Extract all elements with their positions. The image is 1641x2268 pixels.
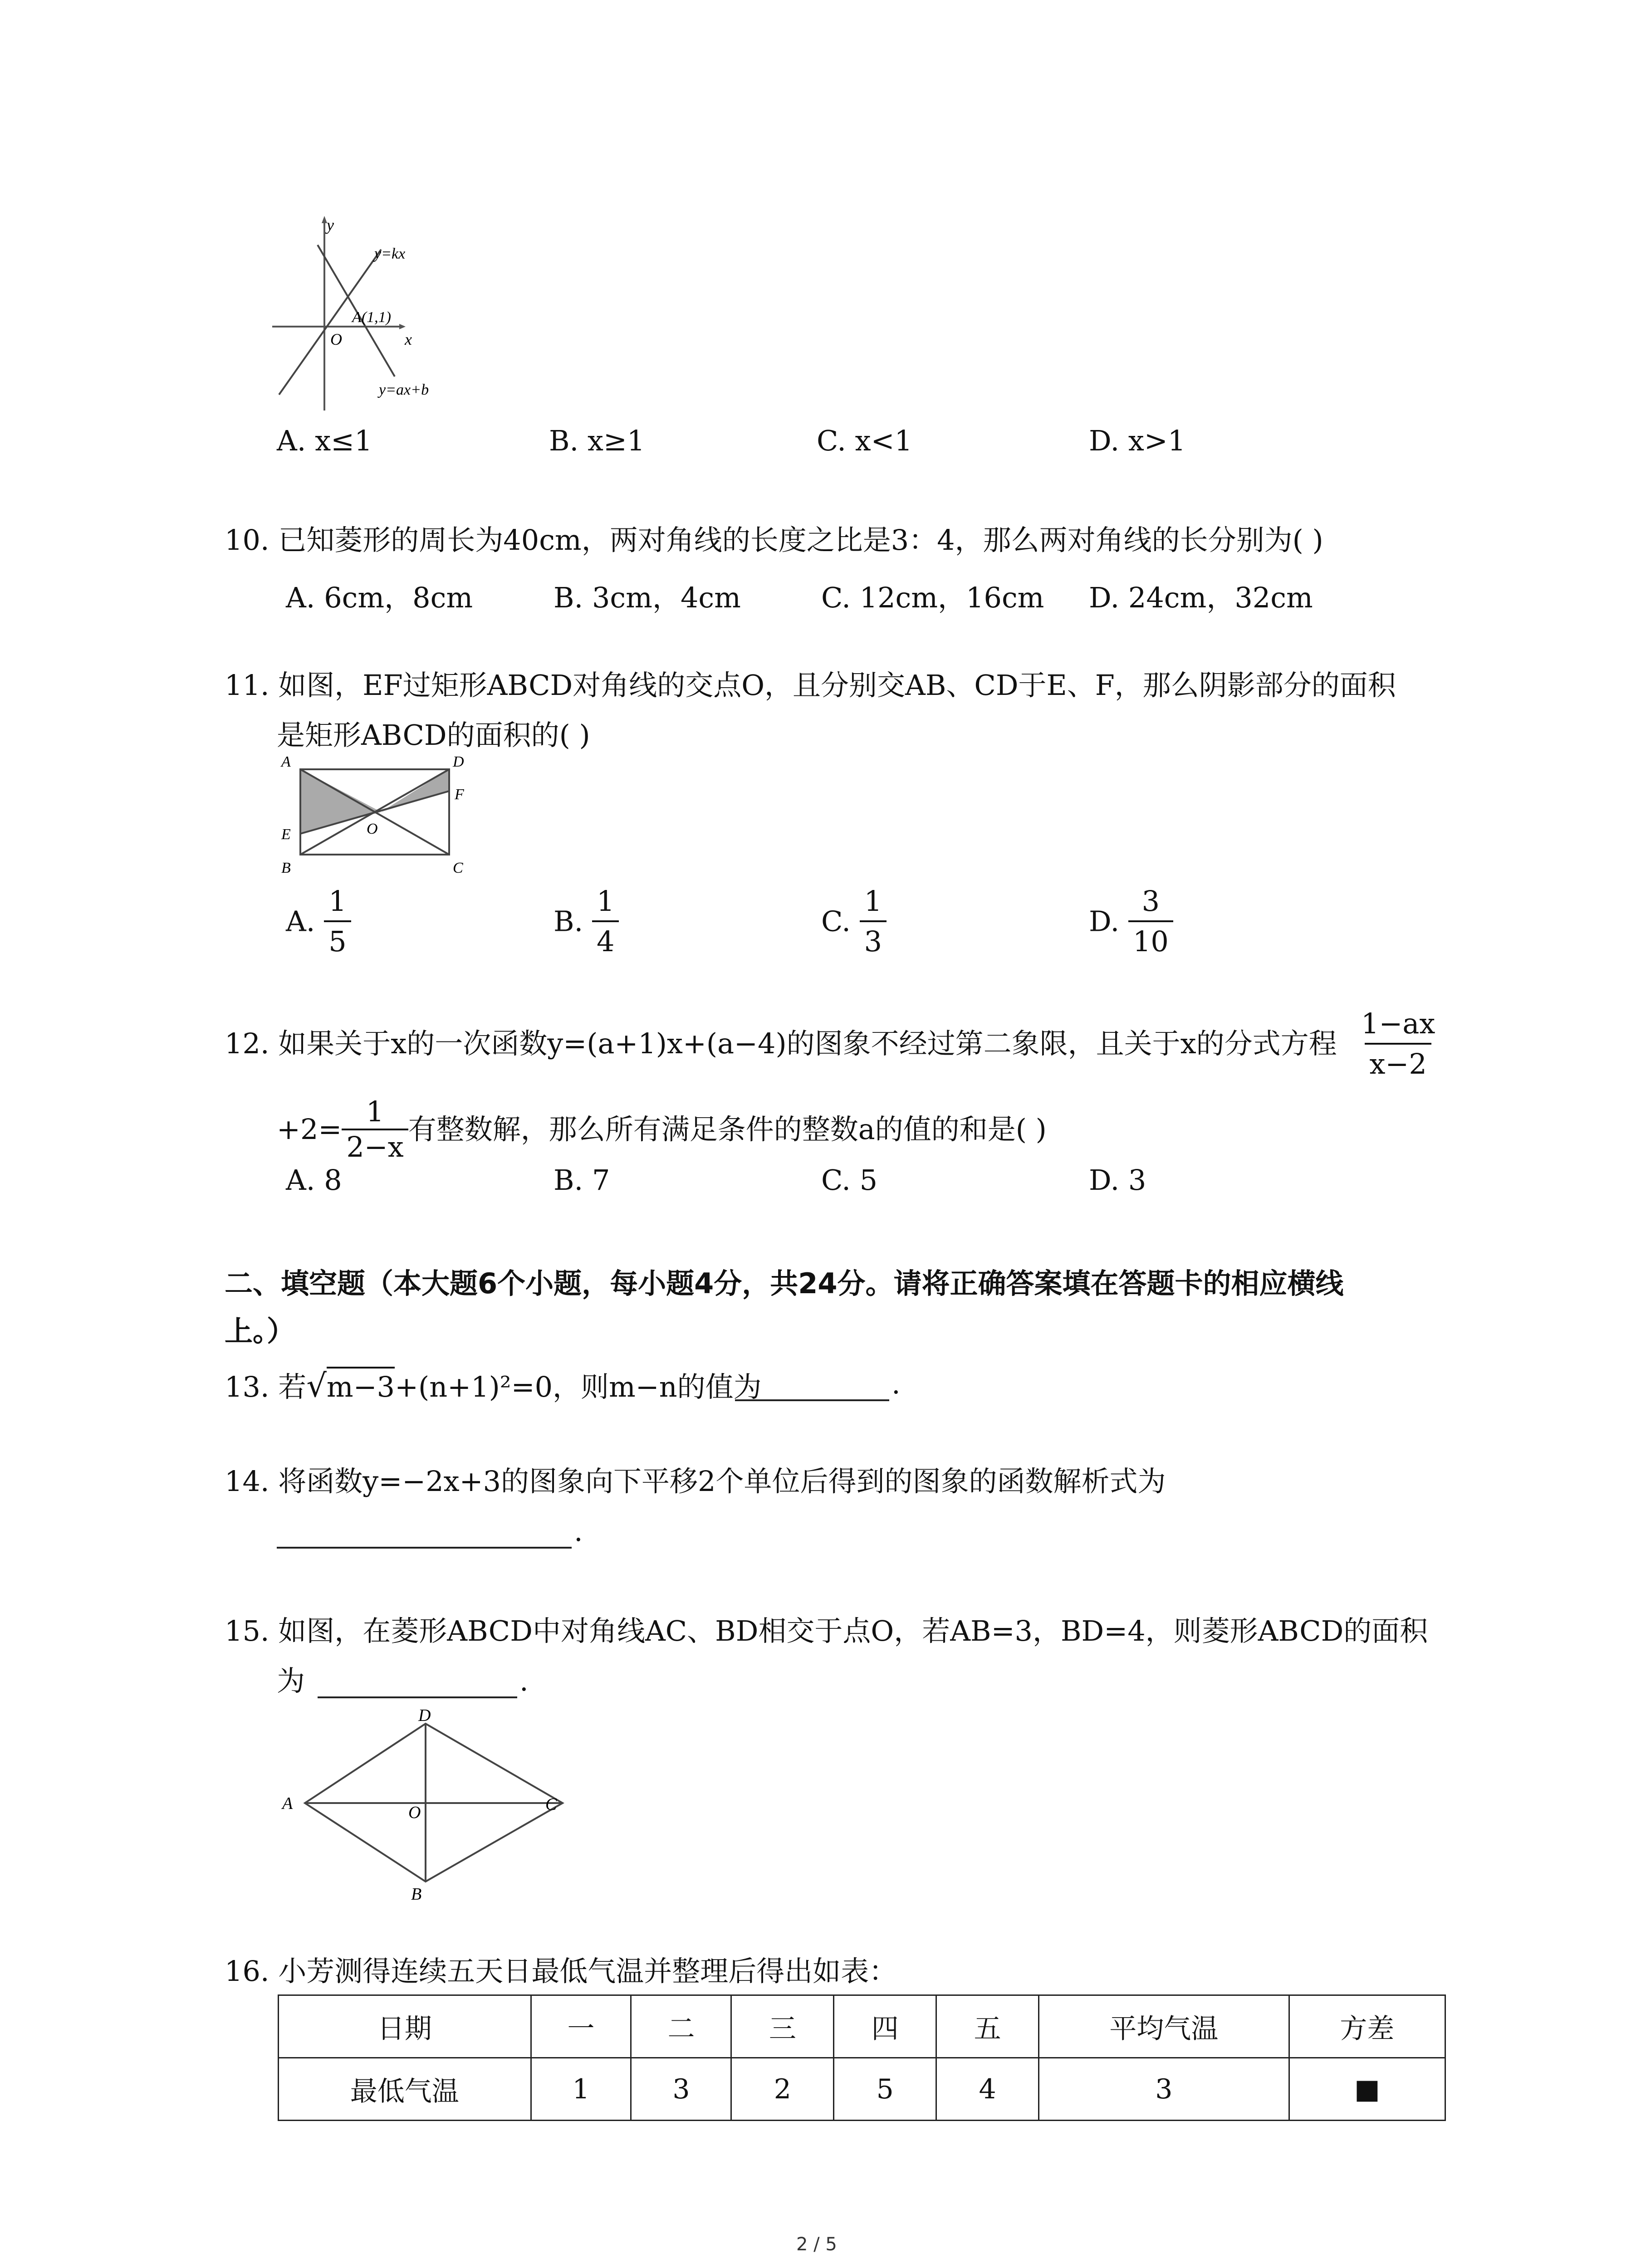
q11-option-a (286, 885, 351, 958)
q10-option-d: D. 24cm，32cm (1089, 581, 1313, 614)
option-fraction (1128, 885, 1173, 958)
q9-figure (263, 213, 458, 413)
q11-option-b (554, 885, 619, 958)
numerator: 1−ax (1361, 1007, 1435, 1040)
table-cell: 最低气温 (279, 2058, 531, 2121)
numerator: 1 (597, 885, 615, 918)
q13-prefix: 13. 若 (225, 1370, 307, 1403)
q13-answer-blank[interactable] (735, 1399, 889, 1401)
q11-option-d (1089, 885, 1173, 958)
numerator: 1 (366, 1095, 384, 1128)
option-fraction (324, 885, 351, 958)
numerator: 1 (328, 885, 347, 918)
table-header-row (279, 1995, 1445, 2058)
label-b: B (411, 1885, 422, 1904)
origin-label: O (330, 330, 342, 348)
equation-suffix: 有整数解，那么所有满足条件的整数a的值的和是( ) (408, 1113, 1047, 1146)
q14-answer-blank[interactable] (277, 1547, 572, 1549)
q10-option-c: C. 12cm，16cm (821, 581, 1044, 614)
q10-option-b: B. 3cm，4cm (554, 581, 741, 614)
table-cell: 二 (631, 1995, 731, 2058)
label-a: A (281, 753, 291, 770)
q12-option-d: D. 3 (1089, 1163, 1146, 1197)
q9-option-d: D. x>1 (1089, 424, 1186, 457)
q15-text-line1: 15. 如图，在菱形ABCD中对角线AC、BD相交于点O，若AB=3，BD=4，则菱形ABCD的面积 (225, 1614, 1428, 1647)
table-cell: 日期 (279, 1995, 531, 2058)
x-axis-label: x (405, 330, 412, 348)
q11-text-line1: 11. 如图，EF过矩形ABCD对角线的交点O，且分别交AB、CD于E、F，那么阴影部分的面积 (225, 669, 1396, 702)
label-o: O (367, 821, 378, 837)
label-d: D (418, 1706, 431, 1725)
y-axis-label: y (327, 216, 334, 234)
q10-text: 10. 已知菱形的周长为40cm，两对角线的长度之比是3：4，那么两对角线的长分别为( ) (225, 523, 1323, 557)
denominator: x−2 (1365, 1043, 1431, 1080)
temperature-table (278, 1994, 1446, 2121)
table-cell-variance: ■ (1289, 2058, 1445, 2121)
q12-option-b: B. 7 (554, 1163, 610, 1197)
table-cell: 5 (834, 2058, 936, 2121)
q15-answer-blank[interactable] (318, 1696, 517, 1698)
q12-fraction-2 (342, 1095, 408, 1163)
q12-text-line1: 12. 如果关于x的一次函数y=(a+1)x+(a−4)的图象不经过第二象限，且关于x的分式方程 (225, 1027, 1337, 1060)
label-b: B (281, 860, 291, 876)
label-f: F (455, 786, 464, 803)
q9-option-a: A. x≤1 (277, 424, 372, 457)
point-a-label: A(1,1) (352, 309, 391, 326)
sqrt-sign: √ (306, 1367, 327, 1404)
q12-option-c: C. 5 (821, 1163, 878, 1197)
q9-option-b: B. x≥1 (549, 424, 645, 457)
q13-text (225, 1367, 762, 1404)
q11-option-c (821, 885, 887, 958)
denominator: 4 (592, 920, 619, 958)
q14-text: 14. 将函数y=−2x+3的图象向下平移2个单位后得到的图象的函数解析式为 (225, 1465, 1166, 1498)
table-cell: 四 (834, 1995, 936, 2058)
denominator: 10 (1128, 920, 1173, 958)
q12-text-line2 (277, 1095, 1047, 1163)
option-letter: C. (821, 904, 851, 938)
line-kx-label: y=kx (374, 245, 406, 262)
label-d: D (453, 753, 464, 770)
section2-title-line2: 上。） (225, 1315, 295, 1348)
label-a: A (282, 1794, 293, 1813)
table-cell: 一 (531, 1995, 631, 2058)
option-fraction (860, 885, 887, 958)
table-cell: 三 (731, 1995, 834, 2058)
option-fraction (592, 885, 619, 958)
sqrt-radicand: m−3 (327, 1367, 395, 1403)
option-letter: D. (1089, 904, 1120, 938)
denominator: 2−x (342, 1129, 408, 1161)
section2-title-line1: 二、填空题（本大题6个小题，每小题4分，共24分。请将正确答案填在答题卡的相应横线 (225, 1267, 1344, 1300)
table-cell: 3 (631, 2058, 731, 2121)
line-axb-label: y=ax+b (379, 381, 429, 398)
table-cell: 4 (936, 2058, 1039, 2121)
equation-prefix: +2= (277, 1113, 342, 1146)
option-letter: A. (286, 904, 315, 938)
table-cell: 五 (936, 1995, 1039, 2058)
q12-option-a: A. 8 (286, 1163, 342, 1197)
q11-figure (272, 753, 481, 894)
table-cell: 1 (531, 2058, 631, 2121)
q16-text: 16. 小芳测得连续五天日最低气温并整理后得出如表： (225, 1955, 897, 1988)
table-cell: 2 (731, 2058, 834, 2121)
table-row (279, 2058, 1445, 2121)
q13-end: . (892, 1367, 901, 1400)
label-c: C (545, 1795, 557, 1814)
q15-end: . (519, 1664, 529, 1697)
q14-end: . (574, 1515, 583, 1548)
numerator: 1 (864, 885, 882, 918)
q15-text-line2: 为 (277, 1664, 305, 1697)
q9-option-c: C. x<1 (817, 424, 913, 457)
q12-fraction-1 (1357, 1007, 1440, 1080)
table-cell: 方差 (1289, 1995, 1445, 2058)
page-number: 2 / 5 (796, 2234, 837, 2255)
table-cell: 平均气温 (1039, 1995, 1289, 2058)
q15-figure (272, 1706, 572, 1905)
option-letter: B. (554, 904, 583, 938)
table-cell: 3 (1039, 2058, 1289, 2121)
denominator: 5 (324, 920, 351, 958)
denominator: 3 (860, 920, 887, 958)
q11-text-line2: 是矩形ABCD的面积的( ) (277, 719, 590, 752)
label-e: E (281, 826, 291, 843)
q10-option-a: A. 6cm，8cm (286, 581, 473, 614)
label-o: O (408, 1803, 421, 1822)
numerator: 3 (1141, 885, 1160, 918)
label-c: C (453, 860, 463, 876)
q13-suffix: +(n+1)²=0，则m−n的值为 (395, 1370, 762, 1403)
